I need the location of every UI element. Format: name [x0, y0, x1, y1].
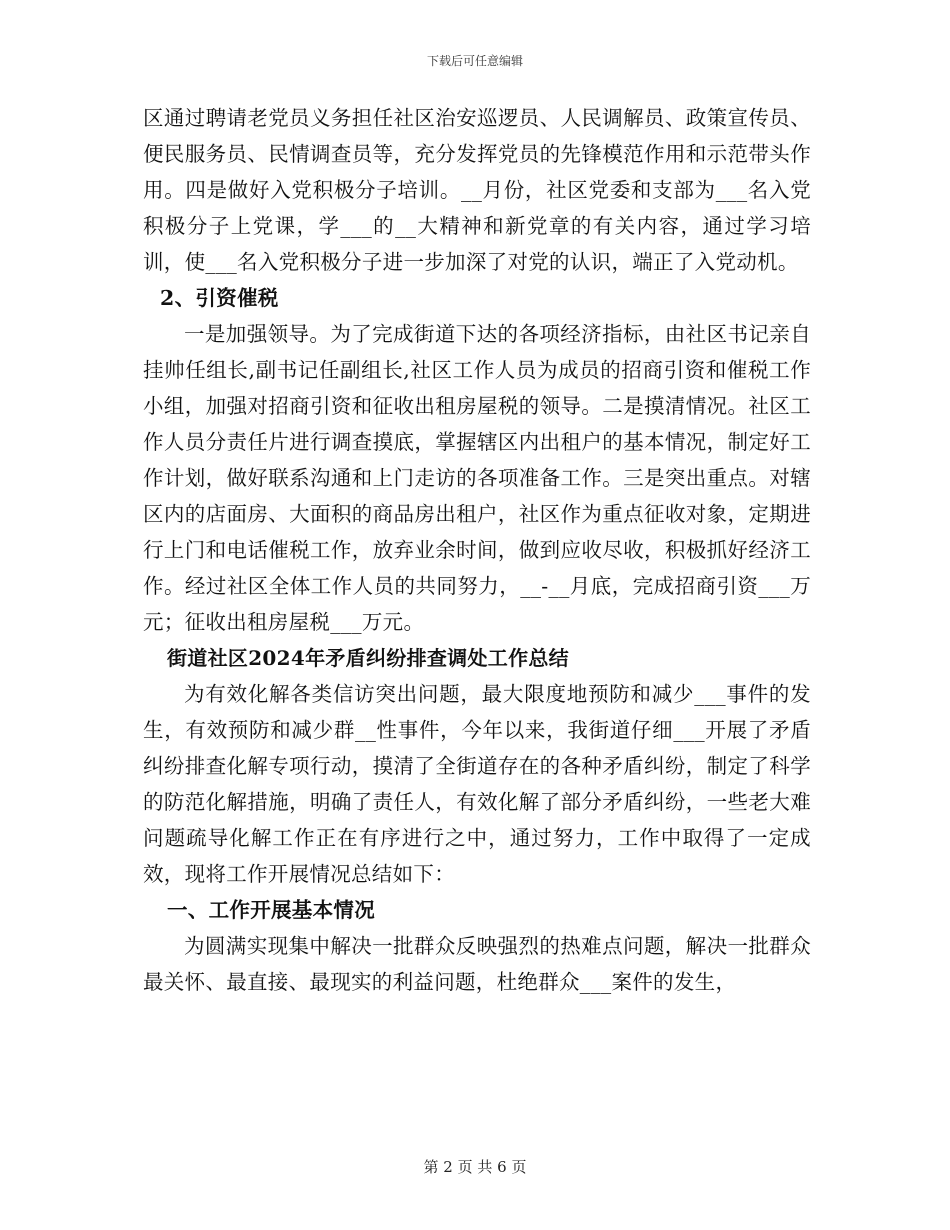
paragraph-investment-tax: 一是加强领导。为了完成街道下达的各项经济指标，由社区书记亲自挂帅任组长,副书记任副组长,社区工作人员为成员的招商引资和催税工作小组，加强对招商引资和征收出租房屋税的领导。二是摸清情况。社区工作人员分责任片进行调查摸底，掌握辖区内出租户的基本情况，制定好工作计划，做好联系沟通和上门走访的各项准备工作。三是突出重点。对辖区内的店面房、大面积的商品房出租户，社区作为重点征收对象，定期进行上门和电话催税工作，放弃业余时间，做到应收尽收，积极抓好经济工作。经过社区全体工作人员的共同努力，__-__月底，完成招商引资___万元；征收出租房屋税___万元。: [143, 322, 811, 634]
paragraph-basic-situation: 为圆满实现集中解决一批群众反映强烈的热难点问题，解决一批群众最关怀、最直接、最现实的利益问题，杜绝群众___案件的发生，: [143, 934, 811, 994]
document-body: [143, 100, 811, 1000]
page-footer: 第 2 页 共 6 页: [423, 1158, 527, 1176]
page-header: 下载后可任意编辑: [426, 54, 523, 68]
document-title: 街道社区2024年矛盾纠纷排查调处工作总结: [167, 646, 569, 670]
section-heading-investment-tax: 2、引资催税: [160, 286, 279, 310]
paragraph-intro: 为有效化解各类信访突出问题，最大限度地预防和减少___事件的发生，有效预防和减少群__性事件，今年以来，我街道仔细___开展了矛盾纠纷排查化解专项行动，摸清了全街道存在的各种矛盾纠纷，制定了科学的防范化解措施，明确了责任人，有效化解了部分矛盾纠纷，一些老大难问题疏导化解工作正在有序进行之中，通过努力，工作中取得了一定成效，现将工作开展情况总结如下：: [143, 682, 811, 886]
paragraph-party-training: 区通过聘请老党员义务担任社区治安巡逻员、人民调解员、政策宣传员、便民服务员、民情调查员等，充分发挥党员的先锋模范作用和示范带头作用。四是做好入党积极分子培训。__月份，社区党委和支部为___名入党积极分子上党课，学___的__大精神和新党章的有关内容，通过学习培训，使___名入党积极分子进一步加深了对党的认识，端正了入党动机。: [143, 106, 811, 274]
section-heading-basic-situation: 一、工作开展基本情况: [167, 898, 375, 922]
